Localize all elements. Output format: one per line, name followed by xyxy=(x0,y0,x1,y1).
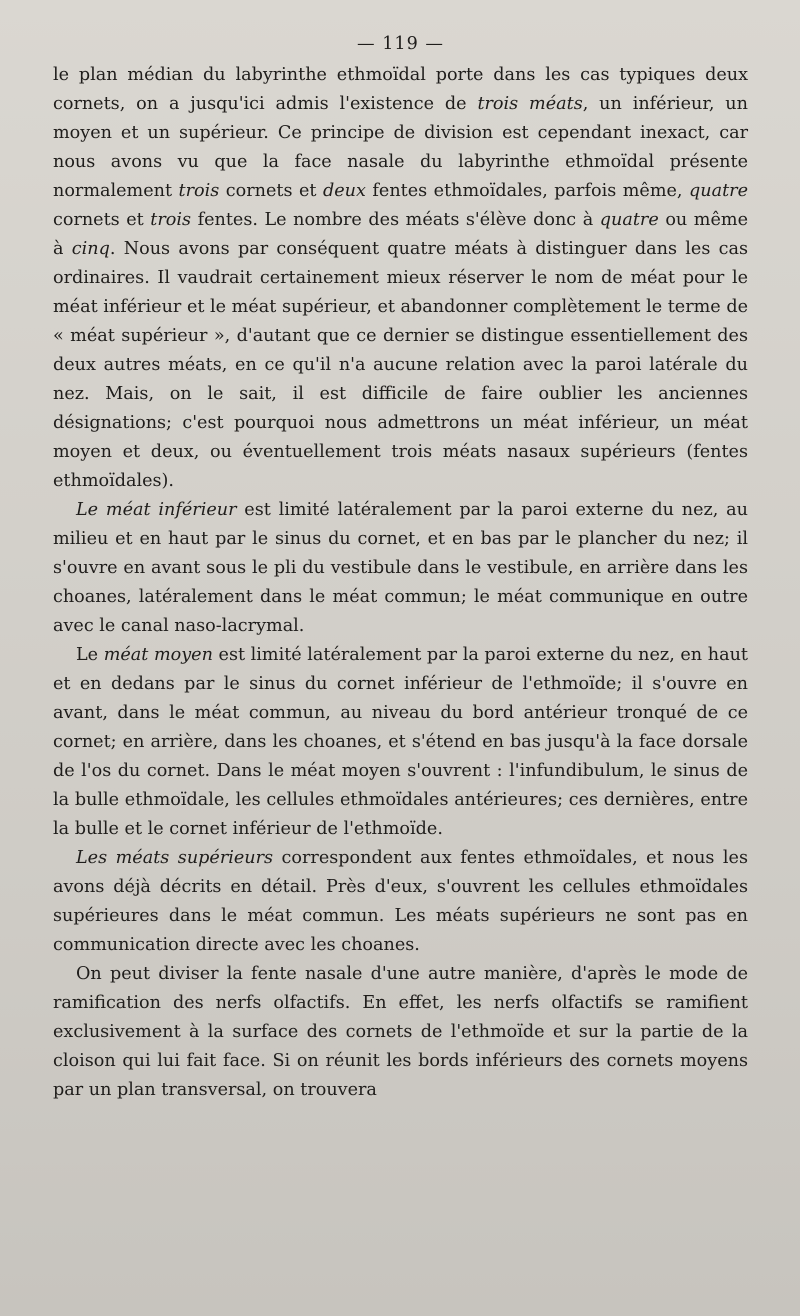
text-run: cornets et xyxy=(219,181,323,201)
italic-run: quatre xyxy=(689,181,748,201)
text-run: est limité latéralement par la paroi externe du nez, en haut et en dedans par le sinus du cornet inférieur de l'ethmoïde; il s'ouvre en avant, dans le méat commun, au niveau du bord antérieur tronqué de ce cornet; en arrière, dans les choanes, et s'étend en bas jusqu'à la face dorsale de l'os du cornet. Dans le méat moyen s'ouvrent : l'infundibulum, le sinus de la bulle ethmoïdale, les cellules ethmoïdales antérieures; ces dernières, entre la bulle et le cornet inférieur de l'ethmoïde. xyxy=(53,645,748,839)
italic-run: quatre xyxy=(599,210,659,230)
text-run: , un inférieur, un moyen et un supérieur. Ce principe de division est cependant inexact, car nous avons vu que la face nasale du labyrinthe ethmoïdal présente normalement xyxy=(53,94,748,201)
text-run: ou même à xyxy=(53,210,748,259)
text-run: cornets et xyxy=(53,210,151,230)
text-run: fentes ethmoïdales, parfois même, xyxy=(365,181,690,201)
text-run: fentes. Le nombre des méats s'élève donc à xyxy=(191,210,600,230)
paragraph-p3 xyxy=(53,641,748,844)
paragraph-p2 xyxy=(53,496,748,641)
italic-run: cinq xyxy=(71,239,110,259)
text-run: On peut diviser la fente nasale d'une autre manière, d'après le mode de ramification des nerfs olfactifs. En effet, les nerfs olfactifs se ramifient exclusivement à la surface des cornets de l'ethmoïde et sur la partie de la cloison qui lui fait face. Si on réunit les bords inférieurs des cornets moyens par un plan transversal, on trouvera xyxy=(53,964,748,1100)
text-run: est limité latéralement par la paroi externe du nez, au milieu et en haut par le sinus du cornet, et en bas par le plancher du nez; il s'ouvre en avant sous le pli du vestibule dans le vestibule, en arrière dans les choanes, latéralement dans le méat commun; le méat communique en outre avec le canal naso-lacrymal. xyxy=(53,500,748,636)
italic-run: trois xyxy=(150,210,192,230)
paragraph-p5 xyxy=(53,960,748,1105)
italic-run: trois xyxy=(178,181,220,201)
page-text xyxy=(53,30,748,1105)
italic-run: trois méats xyxy=(477,94,583,114)
text-run: correspondent aux fentes ethmoïdales, et nous les avons déjà décrits en détail. Près d'eux, s'ouvrent les cellules ethmoïdales supérieures dans le méat commun. Les méats supérieurs ne sont pas en communication directe avec les choanes. xyxy=(53,848,748,955)
italic-run: Les méats supérieurs xyxy=(76,848,274,868)
italic-run: méat moyen xyxy=(103,645,213,665)
text-run: le plan médian du labyrinthe ethmoïdal porte dans les cas typiques deux cornets, on a jusqu'ici admis l'existence de xyxy=(53,65,748,114)
text-run: . Nous avons par conséquent quatre méats à distinguer dans les cas ordinaires. Il vaudrait certainement mieux réserver le nom de méat pour le méat inférieur et le méat supérieur, et abandonner complètement le terme de « méat supérieur », d'autant que ce dernier se distingue essentiellement des deux autres méats, en ce qu'il n'a aucune relation avec la paroi latérale du nez. Mais, on le sait, il est difficile de faire oublier les anciennes désignations; c'est pourquoi nous admettrons un méat inférieur, un méat moyen et deux, ou éventuellement trois méats nasaux supérieurs (fentes ethmoïdales). xyxy=(53,239,748,491)
paragraph-list xyxy=(53,61,748,1105)
text-run: Le xyxy=(76,645,104,665)
page-number: — 119 — xyxy=(357,34,444,54)
paragraph-p1 xyxy=(53,61,748,496)
italic-run: Le méat inférieur xyxy=(76,500,237,520)
paragraph-p4 xyxy=(53,844,748,960)
italic-run: deux xyxy=(322,181,366,201)
